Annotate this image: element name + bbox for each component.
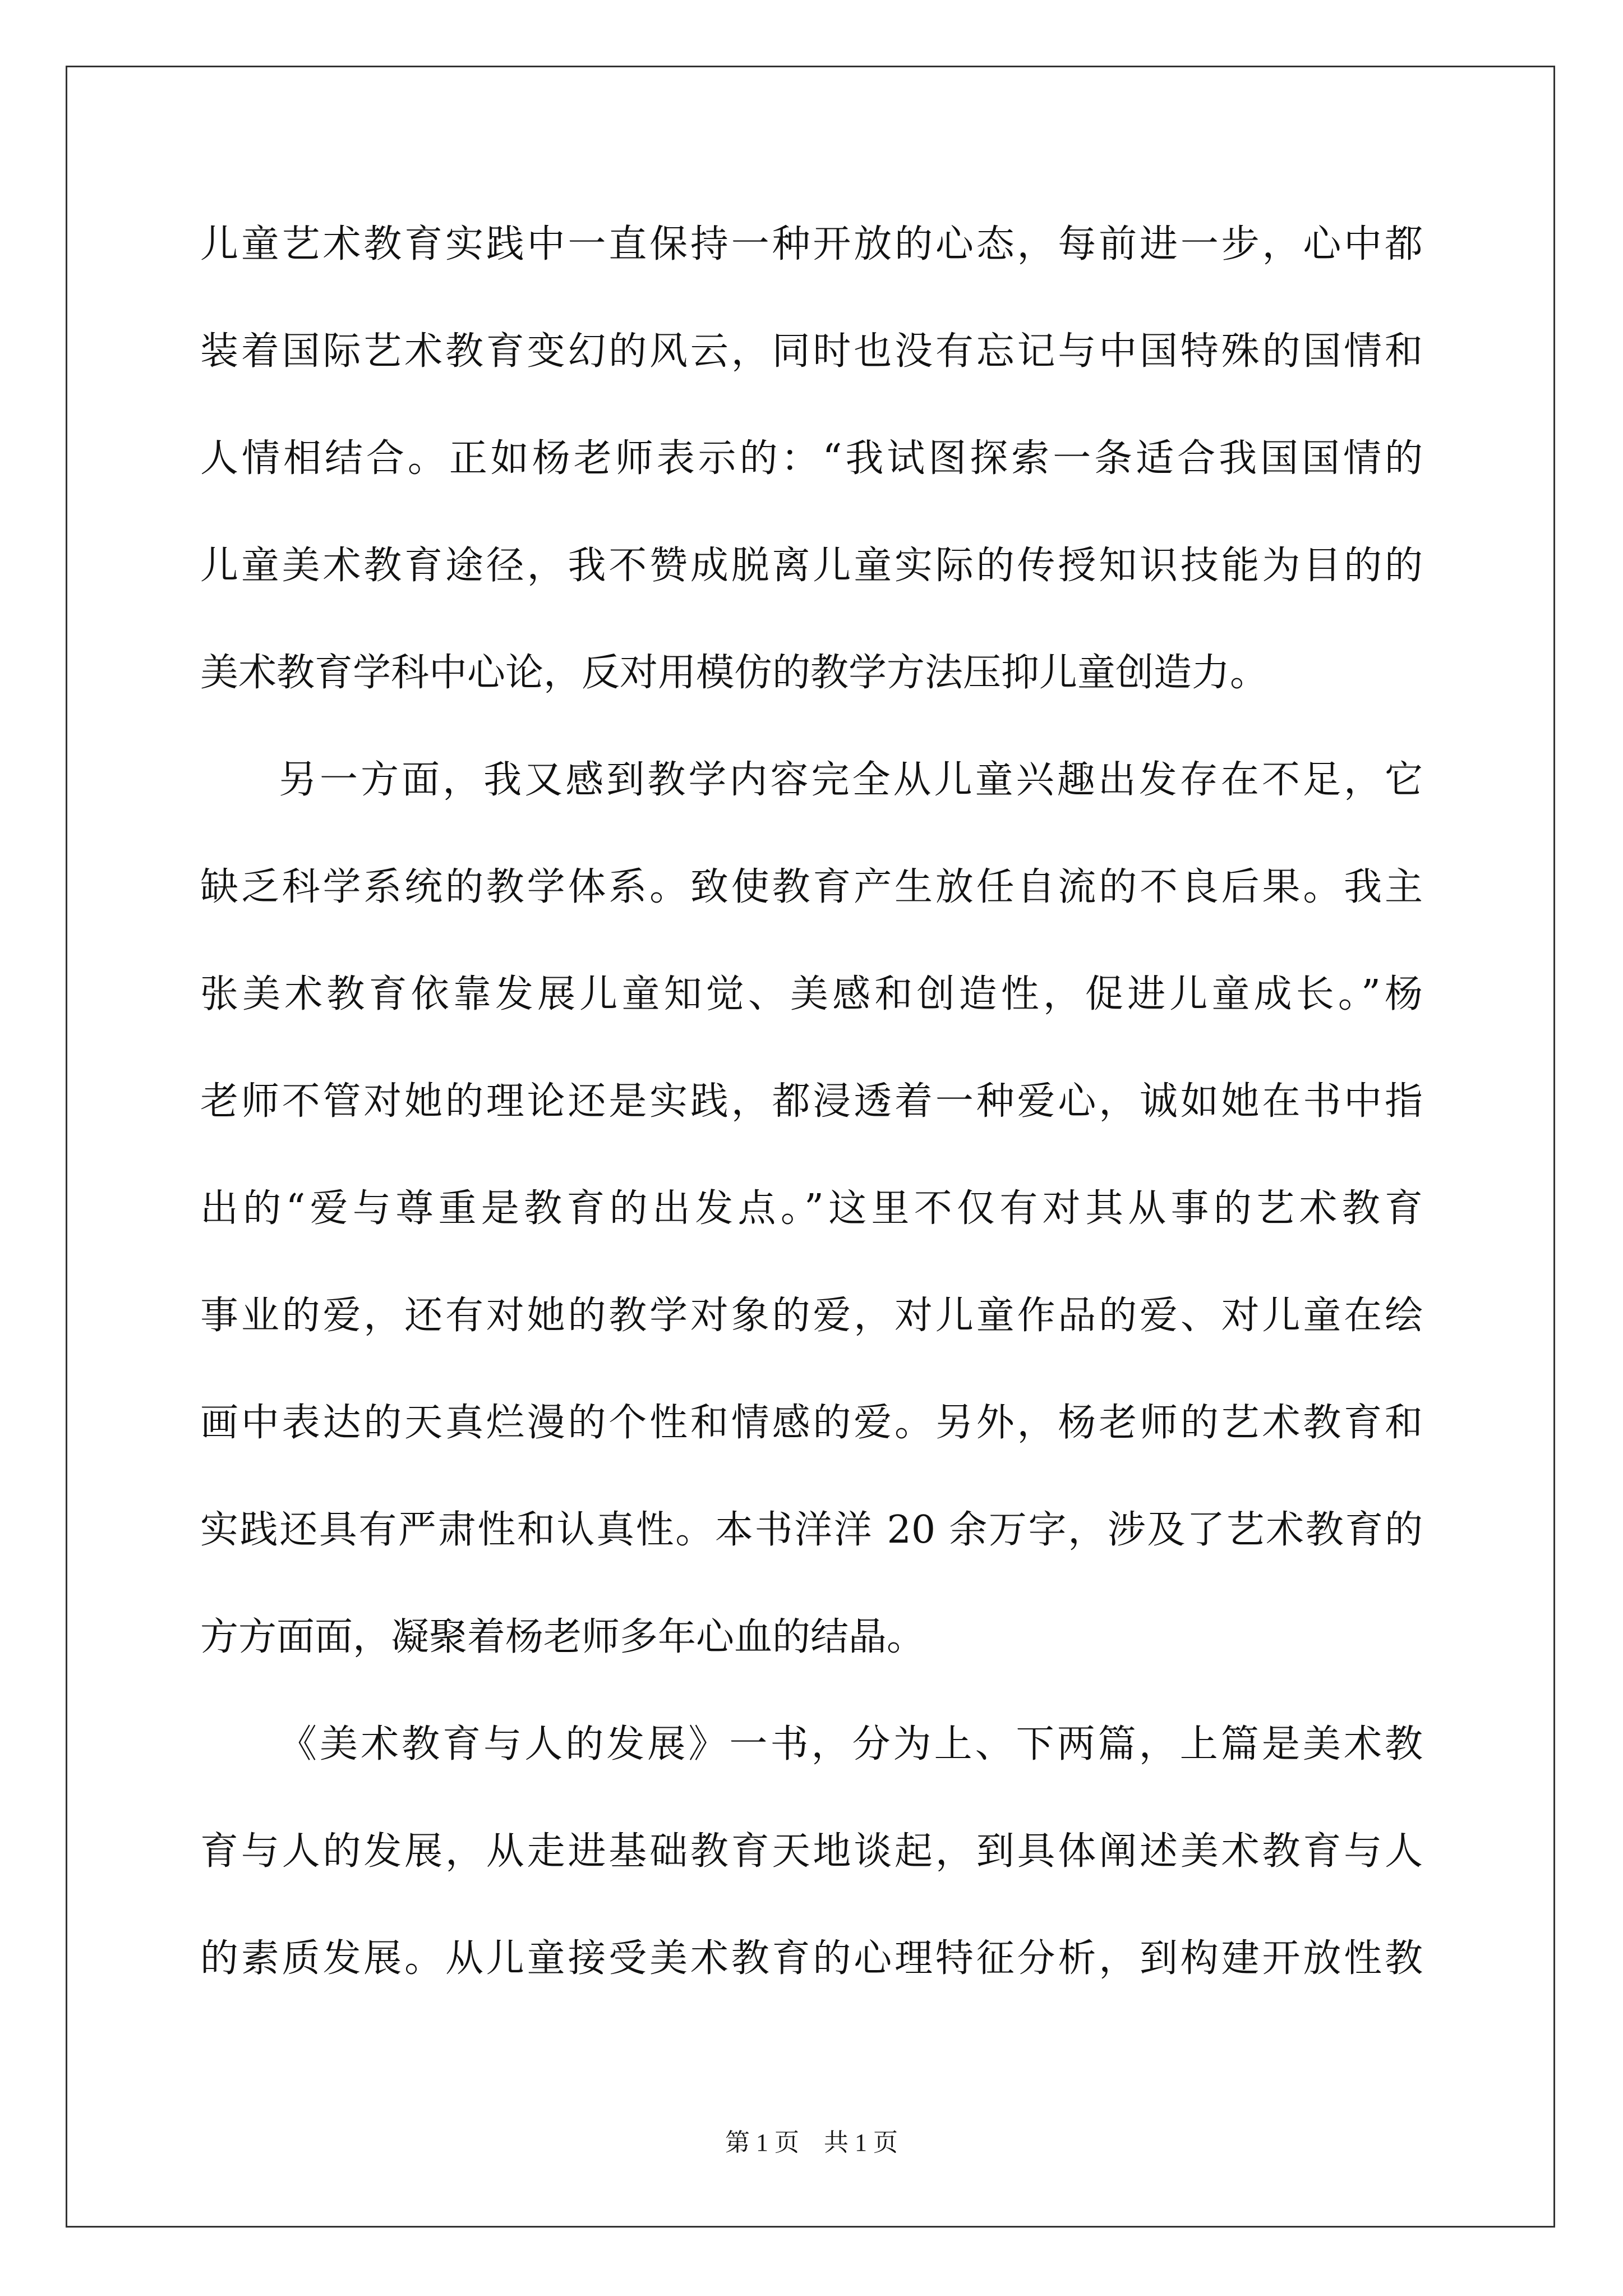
text-line: 老师不管对她的理论还是实践，都浸透着一种爱心，诚如她在书中指 — [200, 1079, 1423, 1124]
text-line: 装着国际艺术教育变幻的风云，同时也没有忘记与中国特殊的国情和 — [200, 329, 1423, 374]
text-line: 事业的爱，还有对她的教学对象的爱，对儿童作品的爱、对儿童在绘 — [200, 1294, 1423, 1338]
page-number: 第 1 页 — [725, 2129, 799, 2156]
page-total: 共 1 页 — [824, 2129, 898, 2156]
paragraph-first-line: 《美术教育与人的发展》一书，分为上、下两篇，上篇是美术教 — [279, 1722, 1423, 1766]
text-line: 缺乏科学系统的教学体系。致使教育产生放任自流的不良后果。我主 — [200, 865, 1423, 909]
document-body — [200, 218, 1423, 2039]
text-line: 的素质发展。从儿童接受美术教育的心理特征分析，到构建开放性教 — [200, 1936, 1423, 1981]
text-line: 儿童美术教育途径，我不赞成脱离儿童实际的传授知识技能为目的的 — [200, 544, 1423, 588]
text-line: 儿童艺术教育实践中一直保持一种开放的心态，每前进一步，心中都 — [200, 222, 1423, 266]
text-line: 出的“爱与尊重是教育的出发点。”这里不仅有对其从事的艺术教育 — [200, 1186, 1423, 1231]
text-line: 张美术教育依靠发展儿童知觉、美感和创造性，促进儿童成长。”杨 — [200, 972, 1423, 1016]
text-line: 美术教育学科中心论，反对用模仿的教学方法压抑儿童创造力。 — [200, 651, 1269, 695]
text-line: 人情相结合。正如杨老师表示的：“我试图探索一条适合我国国情的 — [200, 436, 1423, 481]
page-footer — [0, 2126, 1623, 2160]
text-line: 实践还具有严肃性和认真性。本书洋洋 20 余万字，涉及了艺术教育的 — [200, 1508, 1423, 1552]
text-line: 育与人的发展，从走进基础教育天地谈起，到具体阐述美术教育与人 — [200, 1829, 1423, 1874]
text-line: 画中表达的天真烂漫的个性和情感的爱。另外，杨老师的艺术教育和 — [200, 1401, 1423, 1445]
paragraph-first-line: 另一方面，我又感到教学内容完全从儿童兴趣出发存在不足，它 — [279, 758, 1423, 802]
text-line: 方方面面，凝聚着杨老师多年心血的结晶。 — [200, 1615, 925, 1659]
